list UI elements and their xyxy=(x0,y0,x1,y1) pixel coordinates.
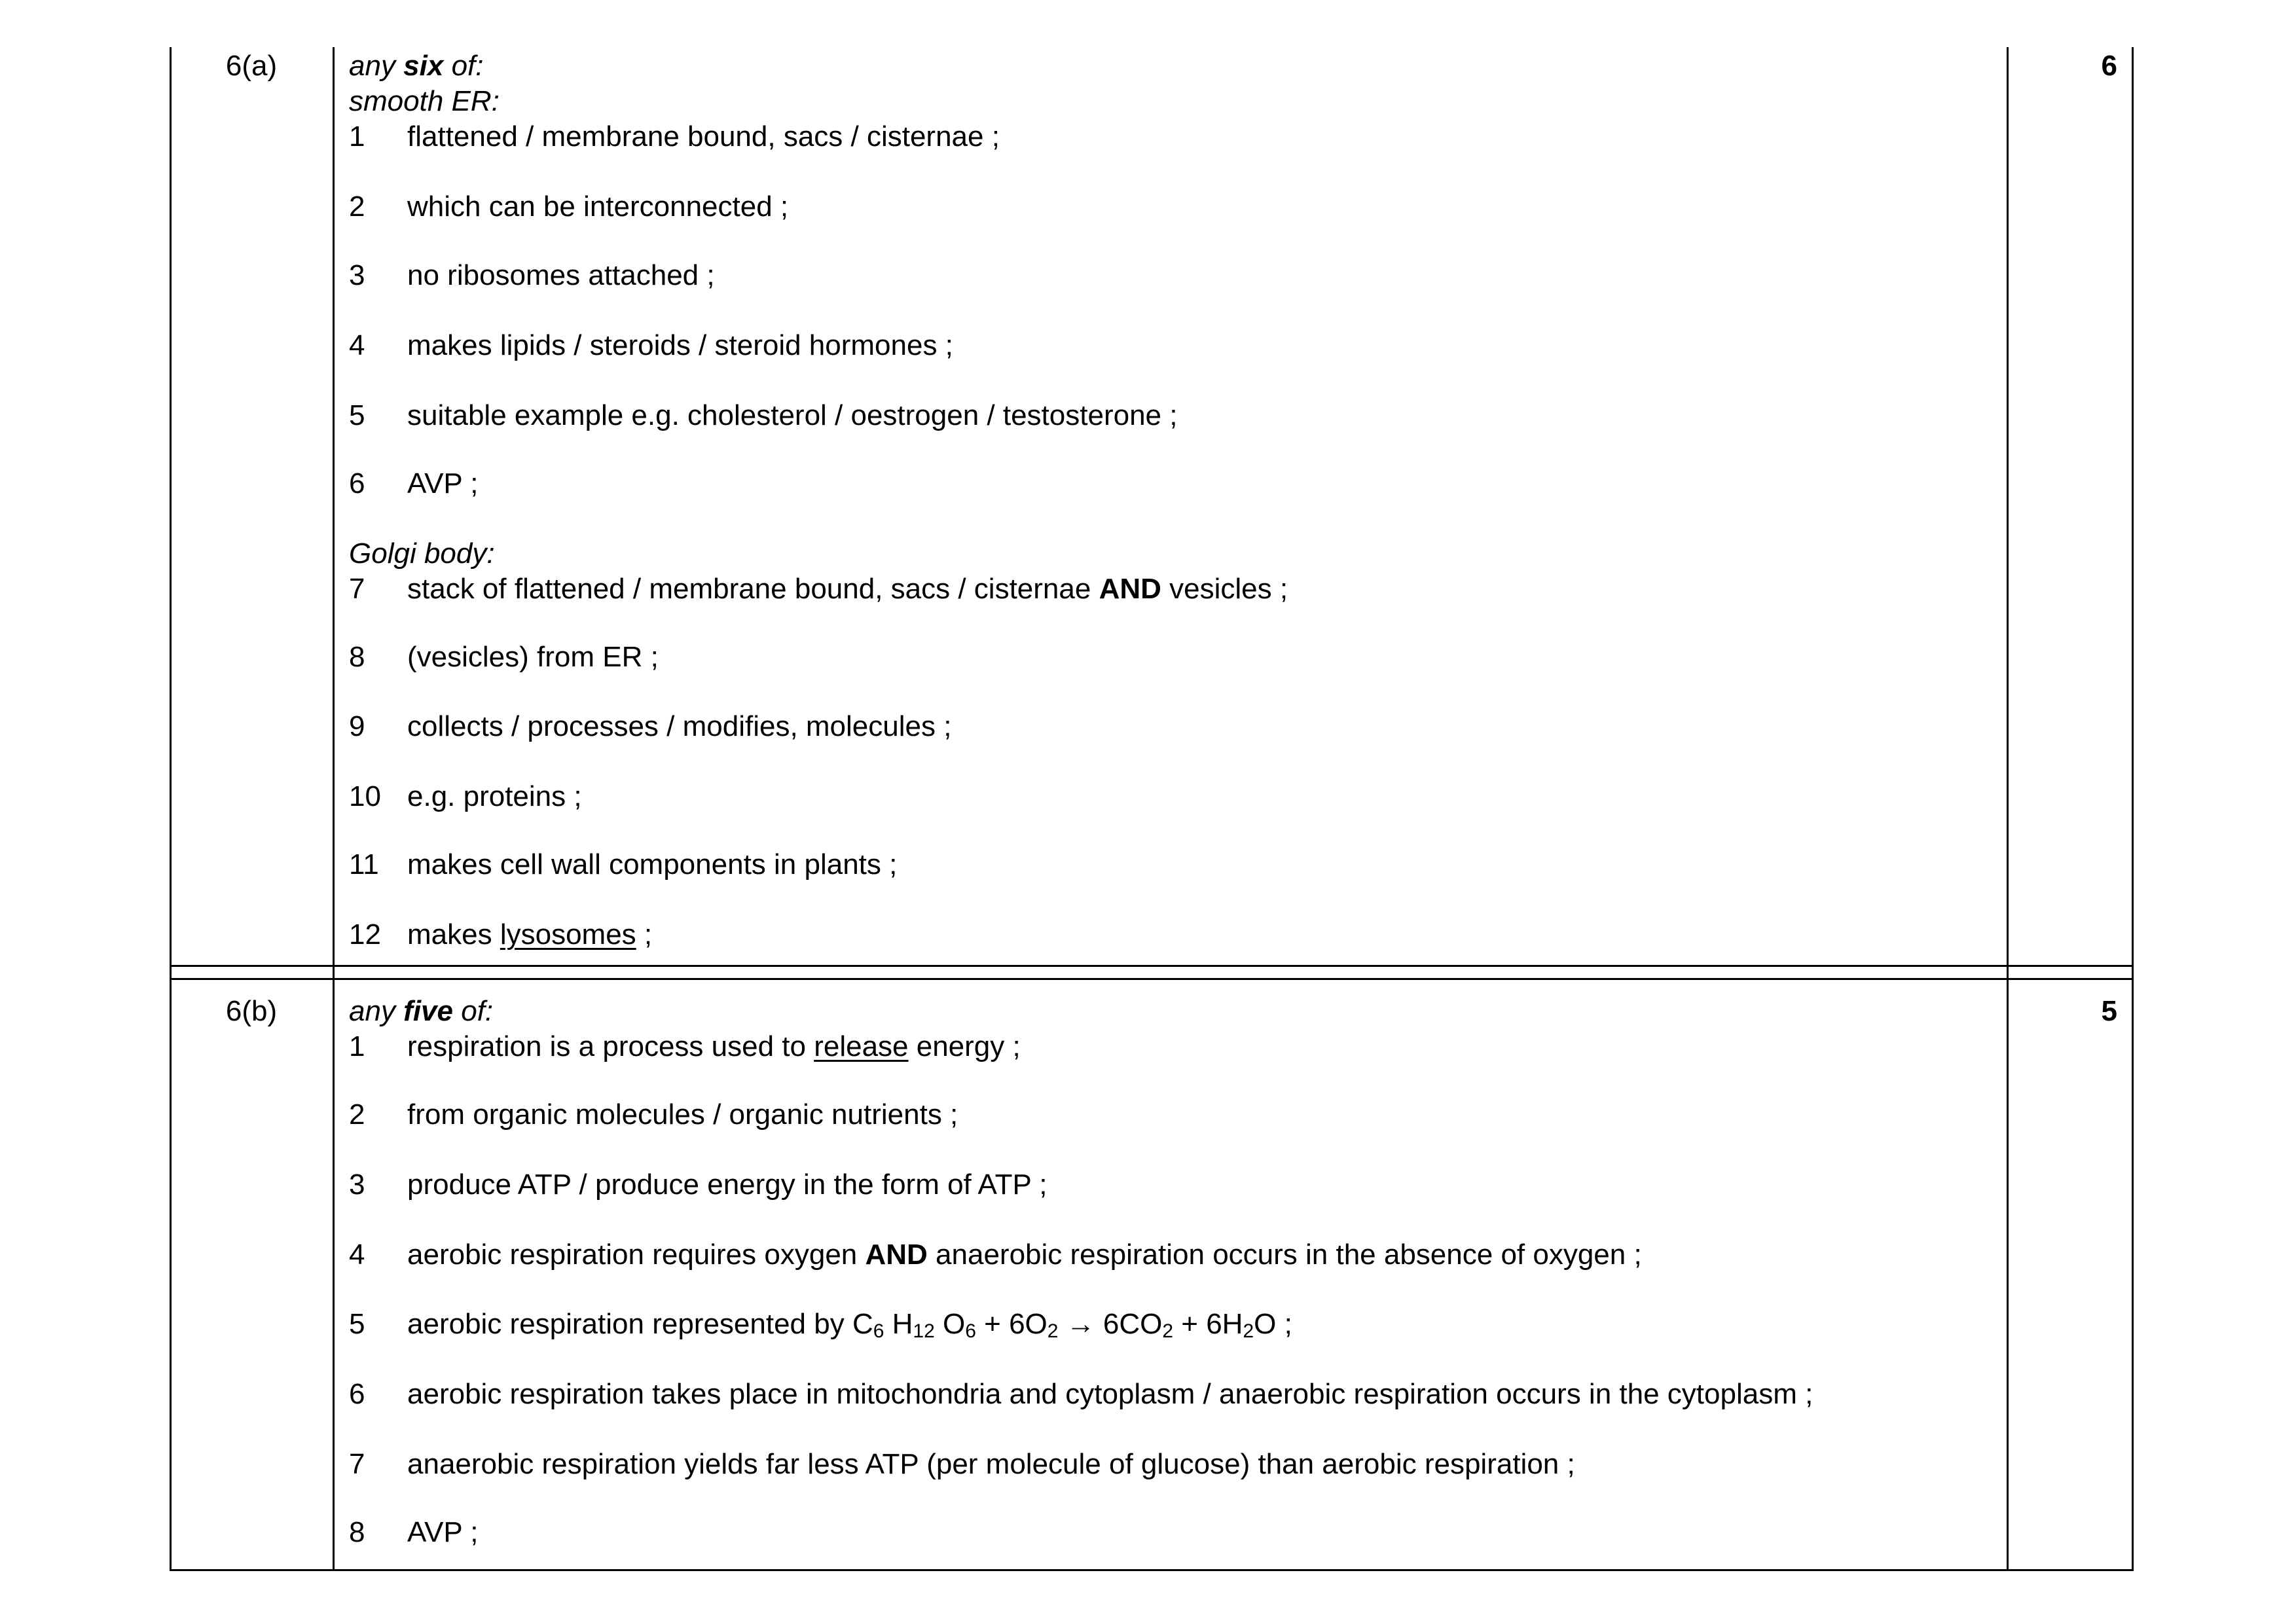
marking-point: 1 respiration is a process used to release energy ; xyxy=(349,1030,1021,1062)
marking-point: 4 makes lipids / steroids / steroid hormones ; xyxy=(349,329,953,361)
marking-point: 6 aerobic respiration takes place in mitochondria and cytoplasm / anaerobic respiration occurs in the cytoplasm ; xyxy=(349,1378,1813,1410)
marking-point: 2 from organic molecules / organic nutrients ; xyxy=(349,1098,958,1131)
marking-point: 5 suitable example e.g. cholesterol / oestrogen / testosterone ; xyxy=(349,399,1178,431)
instruction: any five of: xyxy=(349,995,494,1027)
table-border-left xyxy=(170,47,172,1571)
marking-point: 4 aerobic respiration requires oxygen AND anaerobic respiration occurs in the absence of oxygen ; xyxy=(349,1239,1642,1271)
instruction: any six of: xyxy=(349,50,484,82)
marking-point: 7 stack of flattened / membrane bound, sacs / cisternae AND vesicles ; xyxy=(349,573,1288,605)
marking-point: 8 (vesicles) from ER ; xyxy=(349,641,659,673)
column-divider-marks xyxy=(2007,47,2009,1571)
marking-point: 10 e.g. proteins ; xyxy=(349,780,582,812)
marking-point: 12 makes lysosomes ; xyxy=(349,918,653,951)
marking-point: 8 AVP ; xyxy=(349,1516,479,1548)
marking-point-equation: 5 aerobic respiration represented by $C_6$ $H_{12}$ $O_6 + 6O_2 \to 6CO_2 + 6H_2O$ ; xyxy=(349,1308,1292,1342)
marking-point: 3 no ribosomes attached ; xyxy=(349,259,715,291)
marks-total: 6 xyxy=(2101,50,2117,82)
marking-point: 9 collects / processes / modifies, molecules ; xyxy=(349,710,952,742)
row-separator-top xyxy=(170,965,2134,967)
section-heading-golgi-body: Golgi body: xyxy=(349,537,495,570)
table-border-right xyxy=(2132,47,2134,1571)
marking-point: 6 AVP ; xyxy=(349,467,479,499)
column-divider-question xyxy=(333,47,335,1571)
row-separator-bottom xyxy=(170,978,2134,980)
marking-point: 1 flattened / membrane bound, sacs / cisternae ; xyxy=(349,120,1000,153)
table-border-bottom xyxy=(170,1569,2134,1571)
question-number: 6(a) xyxy=(225,50,278,82)
marking-point: 2 which can be interconnected ; xyxy=(349,190,789,223)
marking-point: 3 produce ATP / produce energy in the form of ATP ; xyxy=(349,1169,1048,1201)
marking-point: 11 makes cell wall components in plants ; xyxy=(349,848,898,880)
question-number: 6(b) xyxy=(225,995,278,1027)
marking-point: 7 anaerobic respiration yields far less ATP (per molecule of glucose) than aerobic respiration ; xyxy=(349,1448,1575,1480)
marks-total: 5 xyxy=(2101,995,2117,1027)
section-heading-smooth-er: smooth ER: xyxy=(349,85,500,117)
